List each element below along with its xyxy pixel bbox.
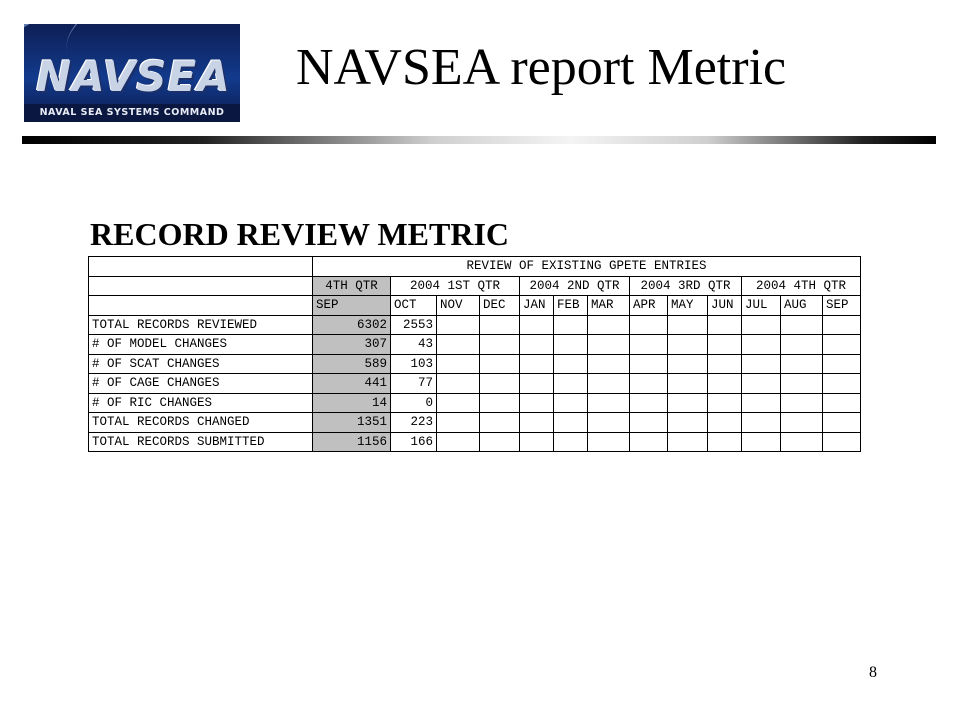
month-header: JUN	[708, 296, 742, 316]
value-cell	[708, 393, 742, 413]
metric-table	[88, 256, 861, 452]
value-cell	[630, 335, 668, 355]
slide-title: NAVSEA report Metric	[296, 39, 787, 96]
quarter-header-row	[89, 276, 861, 296]
value-cell	[588, 315, 630, 335]
value-cell	[588, 413, 630, 433]
page-number: 8	[869, 664, 877, 681]
logo-tagline: NAVAL SEA SYSTEMS COMMAND	[24, 104, 240, 122]
value-cell	[781, 393, 823, 413]
value-cell	[630, 393, 668, 413]
table-row	[89, 432, 861, 452]
header-blank-cell	[89, 257, 313, 277]
value-cell	[823, 354, 861, 374]
value-cell: 307	[313, 335, 391, 355]
table-row	[89, 315, 861, 335]
value-cell	[781, 413, 823, 433]
value-cell	[437, 335, 480, 355]
quarter-header: 2004 2ND QTR	[520, 276, 630, 296]
value-cell	[708, 315, 742, 335]
value-cell	[480, 354, 520, 374]
value-cell: 2553	[391, 315, 437, 335]
value-cell	[554, 335, 588, 355]
value-cell	[742, 413, 781, 433]
value-cell	[554, 432, 588, 452]
value-cell	[630, 354, 668, 374]
quarter-header: 2004 4TH QTR	[742, 276, 861, 296]
value-cell	[708, 432, 742, 452]
value-cell	[630, 315, 668, 335]
month-header: DEC	[480, 296, 520, 316]
month-header: MAR	[588, 296, 630, 316]
value-cell	[823, 315, 861, 335]
quarter-header: 4TH QTR	[313, 276, 391, 296]
value-cell	[708, 374, 742, 394]
value-cell	[781, 335, 823, 355]
value-cell: 103	[391, 354, 437, 374]
month-header: NOV	[437, 296, 480, 316]
value-cell	[823, 413, 861, 433]
value-cell: 77	[391, 374, 437, 394]
title-divider	[22, 136, 936, 144]
value-cell	[781, 315, 823, 335]
value-cell: 43	[391, 335, 437, 355]
value-cell	[520, 335, 554, 355]
value-cell	[708, 335, 742, 355]
value-cell	[823, 374, 861, 394]
table-row	[89, 413, 861, 433]
quarter-header: 2004 1ST QTR	[391, 276, 520, 296]
value-cell	[554, 374, 588, 394]
value-cell	[630, 432, 668, 452]
value-cell	[437, 374, 480, 394]
table-row	[89, 335, 861, 355]
row-label: # OF CAGE CHANGES	[89, 374, 313, 394]
value-cell	[520, 315, 554, 335]
month-header: JAN	[520, 296, 554, 316]
group-header-cell: REVIEW OF EXISTING GPETE ENTRIES	[313, 257, 861, 277]
value-cell	[630, 374, 668, 394]
value-cell	[668, 335, 708, 355]
row-label: # OF RIC CHANGES	[89, 393, 313, 413]
navsea-logo	[24, 24, 240, 122]
row-label: TOTAL RECORDS CHANGED	[89, 413, 313, 433]
value-cell	[437, 432, 480, 452]
value-cell	[742, 354, 781, 374]
month-header: OCT	[391, 296, 437, 316]
value-cell	[480, 432, 520, 452]
value-cell	[480, 393, 520, 413]
value-cell	[588, 335, 630, 355]
value-cell	[480, 315, 520, 335]
logo-wordmark: NAVSEA	[36, 52, 231, 101]
month-header: FEB	[554, 296, 588, 316]
value-cell	[781, 354, 823, 374]
value-cell	[668, 374, 708, 394]
value-cell: 6302	[313, 315, 391, 335]
value-cell: 589	[313, 354, 391, 374]
value-cell	[781, 374, 823, 394]
value-cell	[437, 354, 480, 374]
header-blank-cell	[89, 296, 313, 316]
month-header: AUG	[781, 296, 823, 316]
table-row	[89, 354, 861, 374]
value-cell	[554, 315, 588, 335]
value-cell	[554, 413, 588, 433]
value-cell	[588, 432, 630, 452]
value-cell	[668, 315, 708, 335]
month-header: JUL	[742, 296, 781, 316]
value-cell: 1156	[313, 432, 391, 452]
value-cell	[520, 432, 554, 452]
value-cell	[823, 432, 861, 452]
month-header: SEP	[313, 296, 391, 316]
value-cell	[480, 335, 520, 355]
month-header-row	[89, 296, 861, 316]
value-cell	[742, 432, 781, 452]
month-header: SEP	[823, 296, 861, 316]
month-header: APR	[630, 296, 668, 316]
value-cell	[520, 374, 554, 394]
quarter-header: 2004 3RD QTR	[630, 276, 742, 296]
value-cell	[437, 315, 480, 335]
value-cell	[823, 393, 861, 413]
row-label: TOTAL RECORDS REVIEWED	[89, 315, 313, 335]
value-cell: 1351	[313, 413, 391, 433]
value-cell	[480, 413, 520, 433]
row-label: # OF MODEL CHANGES	[89, 335, 313, 355]
value-cell	[588, 354, 630, 374]
row-label: TOTAL RECORDS SUBMITTED	[89, 432, 313, 452]
value-cell	[668, 393, 708, 413]
group-header-row	[89, 257, 861, 277]
value-cell	[437, 413, 480, 433]
value-cell	[588, 393, 630, 413]
row-label: # OF SCAT CHANGES	[89, 354, 313, 374]
value-cell	[480, 374, 520, 394]
value-cell: 441	[313, 374, 391, 394]
value-cell	[823, 335, 861, 355]
value-cell	[668, 354, 708, 374]
value-cell	[437, 393, 480, 413]
value-cell	[708, 354, 742, 374]
value-cell	[708, 413, 742, 433]
value-cell: 166	[391, 432, 437, 452]
value-cell	[630, 413, 668, 433]
value-cell	[554, 393, 588, 413]
table-row	[89, 393, 861, 413]
value-cell	[520, 393, 554, 413]
value-cell: 14	[313, 393, 391, 413]
header-blank-cell	[89, 276, 313, 296]
value-cell	[554, 354, 588, 374]
value-cell	[520, 354, 554, 374]
value-cell	[668, 432, 708, 452]
value-cell	[742, 374, 781, 394]
value-cell	[668, 413, 708, 433]
table-title: RECORD REVIEW METRIC	[90, 216, 510, 252]
value-cell	[520, 413, 554, 433]
value-cell	[742, 335, 781, 355]
value-cell	[781, 432, 823, 452]
value-cell	[588, 374, 630, 394]
value-cell: 0	[391, 393, 437, 413]
value-cell	[742, 315, 781, 335]
table-row	[89, 374, 861, 394]
value-cell	[742, 393, 781, 413]
value-cell: 223	[391, 413, 437, 433]
month-header: MAY	[668, 296, 708, 316]
